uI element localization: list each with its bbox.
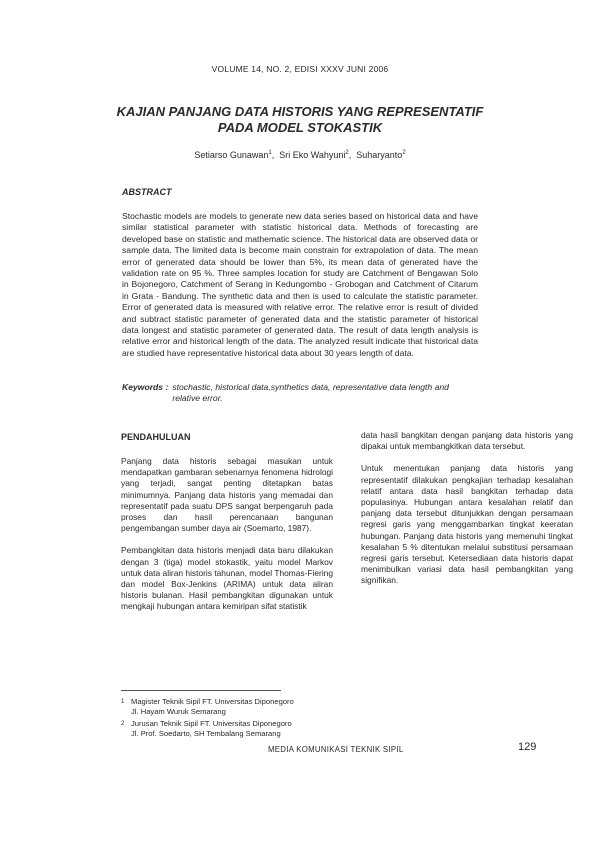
paper-title-line-1: KAJIAN PANJANG DATA HISTORIS YANG REPRESENTATIF (116, 104, 484, 119)
footnote-mark: 2 (121, 721, 125, 727)
abstract-heading: ABSTRACT (122, 187, 172, 197)
paper-title-line-2: PADA MODEL STOKASTIK (217, 120, 383, 135)
keywords-label: Keywords : (122, 382, 169, 392)
author-name: Sri Eko Wahyuni (279, 150, 346, 160)
body-paragraph: data hasil bangkitan dengan panjang data historis yang dipakai untuk membangkitkan data tersebut. (361, 430, 573, 452)
author-affiliation-mark: 2 (345, 150, 349, 156)
body-paragraph: Panjang data historis sebagai masukan untuk mendapatkan gambaran sebenarnya fenomena hidrologi yang terjadi, sangat penting ditetapkan batas minimumnya. Panjang data historis yang memadai dan representatif pada suatu DPS sangat berpengaruh pada proses dan hasil perencanaan bangunan pengembangan sumber daya air (Soemarto, 1987). (121, 456, 333, 534)
body-paragraph: Pembangkitan data historis menjadi data baru dilakukan dengan 3 (tiga) model stokastik, yaitu model Markov untuk data aliran historis tahunan, model Thomas-Fiering dan model Box-Jenkins (ARIMA) untuk data aliran historis bulanan. Hasil pembangkitan digunakan untuk mengkaji hubungan antara kemiripan sifat statistik (121, 545, 333, 612)
footer-journal-name: MEDIA KOMUNIKASI TEKNIK SIPIL (268, 745, 404, 754)
journal-volume-header: VOLUME 14, NO. 2, EDISI XXXV JUNI 2006 (211, 64, 389, 74)
paper-title (60, 104, 540, 136)
footnote-line: Jl. Hayam Wuruk Semarang (131, 707, 226, 716)
footnote-line: Magister Teknik Sipil FT. Universitas Diponegoro (131, 697, 294, 706)
author-name: Setiarso Gunawan (194, 150, 269, 160)
footnote (121, 697, 333, 717)
author-list: Setiarso Gunawan$^1$, Sri Eko Wahyuni$^2$, Suharyanto$^2$ (194, 150, 406, 160)
author-affiliation-mark: 2 (402, 150, 406, 156)
section-heading: PENDAHULUAN (121, 432, 191, 442)
body-paragraph: Untuk menentukan panjang data historis yang representatif dilakukan pengkajian terhadap kesalahan relatif antara data hasil bangkitan terhadap data populasinya. Hubungan antara kesalahan relatif dan panjang data tersebut ditunjukkan dengan persamaan regresi garis yang menggambarkan tingkat keeratan hubungan. Panjang data historis yang memenuhi tingkat kesalahan 5 % ditentukan melalui substitusi persamaan regresi garis tersebut. Ketersediaan data historis dapat menimbulkan variasi data hasil pembangkitan yang signifikan. (361, 463, 573, 586)
footnote-line: Jurusan Teknik Sipil FT. Universitas Diponegoro (131, 719, 292, 728)
author-affiliation-mark: 1 (268, 150, 272, 156)
footnote-line: Jl. Prof. Soedarto, SH Tembalang Semarang (131, 729, 281, 738)
footnote (121, 719, 333, 739)
abstract-body: Stochastic models are models to generate new data series based on historical data and have similar statistical parameter with statistic historical data. Methods of forecasting are developed base on statistic and mathematic science. The historical data are observed data or sample data. The limited data is become main constrain for extrapolation of data. The mean error of generated data should be lower than 5%, its mean data of generated have the validation rate on 95 %. Three samples location for study are Catchment of Bengawan Solo in Bojonegoro, Catchment of Serang in Kedungombo - Grobogan and Catchment of Citarum in Grata - Bandung. The synthetic data and then is used to calculate the statistic parameter. Error of generated data is measured with relative error. The relative error is result of divided and subtract statistic parameter of generated data and the statistic parameter of historical data longest and statistic parameter of generated data. The result of data length analysis is relative error and historical length of the data. The analyzed result indicate that historical data are studied have representative historical data about 30 years length of data. (122, 211, 478, 358)
left-column (121, 432, 333, 624)
keywords-text: stochastic, historical data,synthetics data, representative data length and relative error. (172, 382, 449, 404)
right-column (361, 430, 573, 598)
footnote-divider (121, 690, 281, 691)
page-number: 129 (518, 741, 537, 753)
footnote-mark: 1 (121, 699, 125, 705)
keywords-line (122, 382, 478, 405)
author-name: Suharyanto (356, 150, 403, 160)
footnotes (121, 690, 333, 741)
